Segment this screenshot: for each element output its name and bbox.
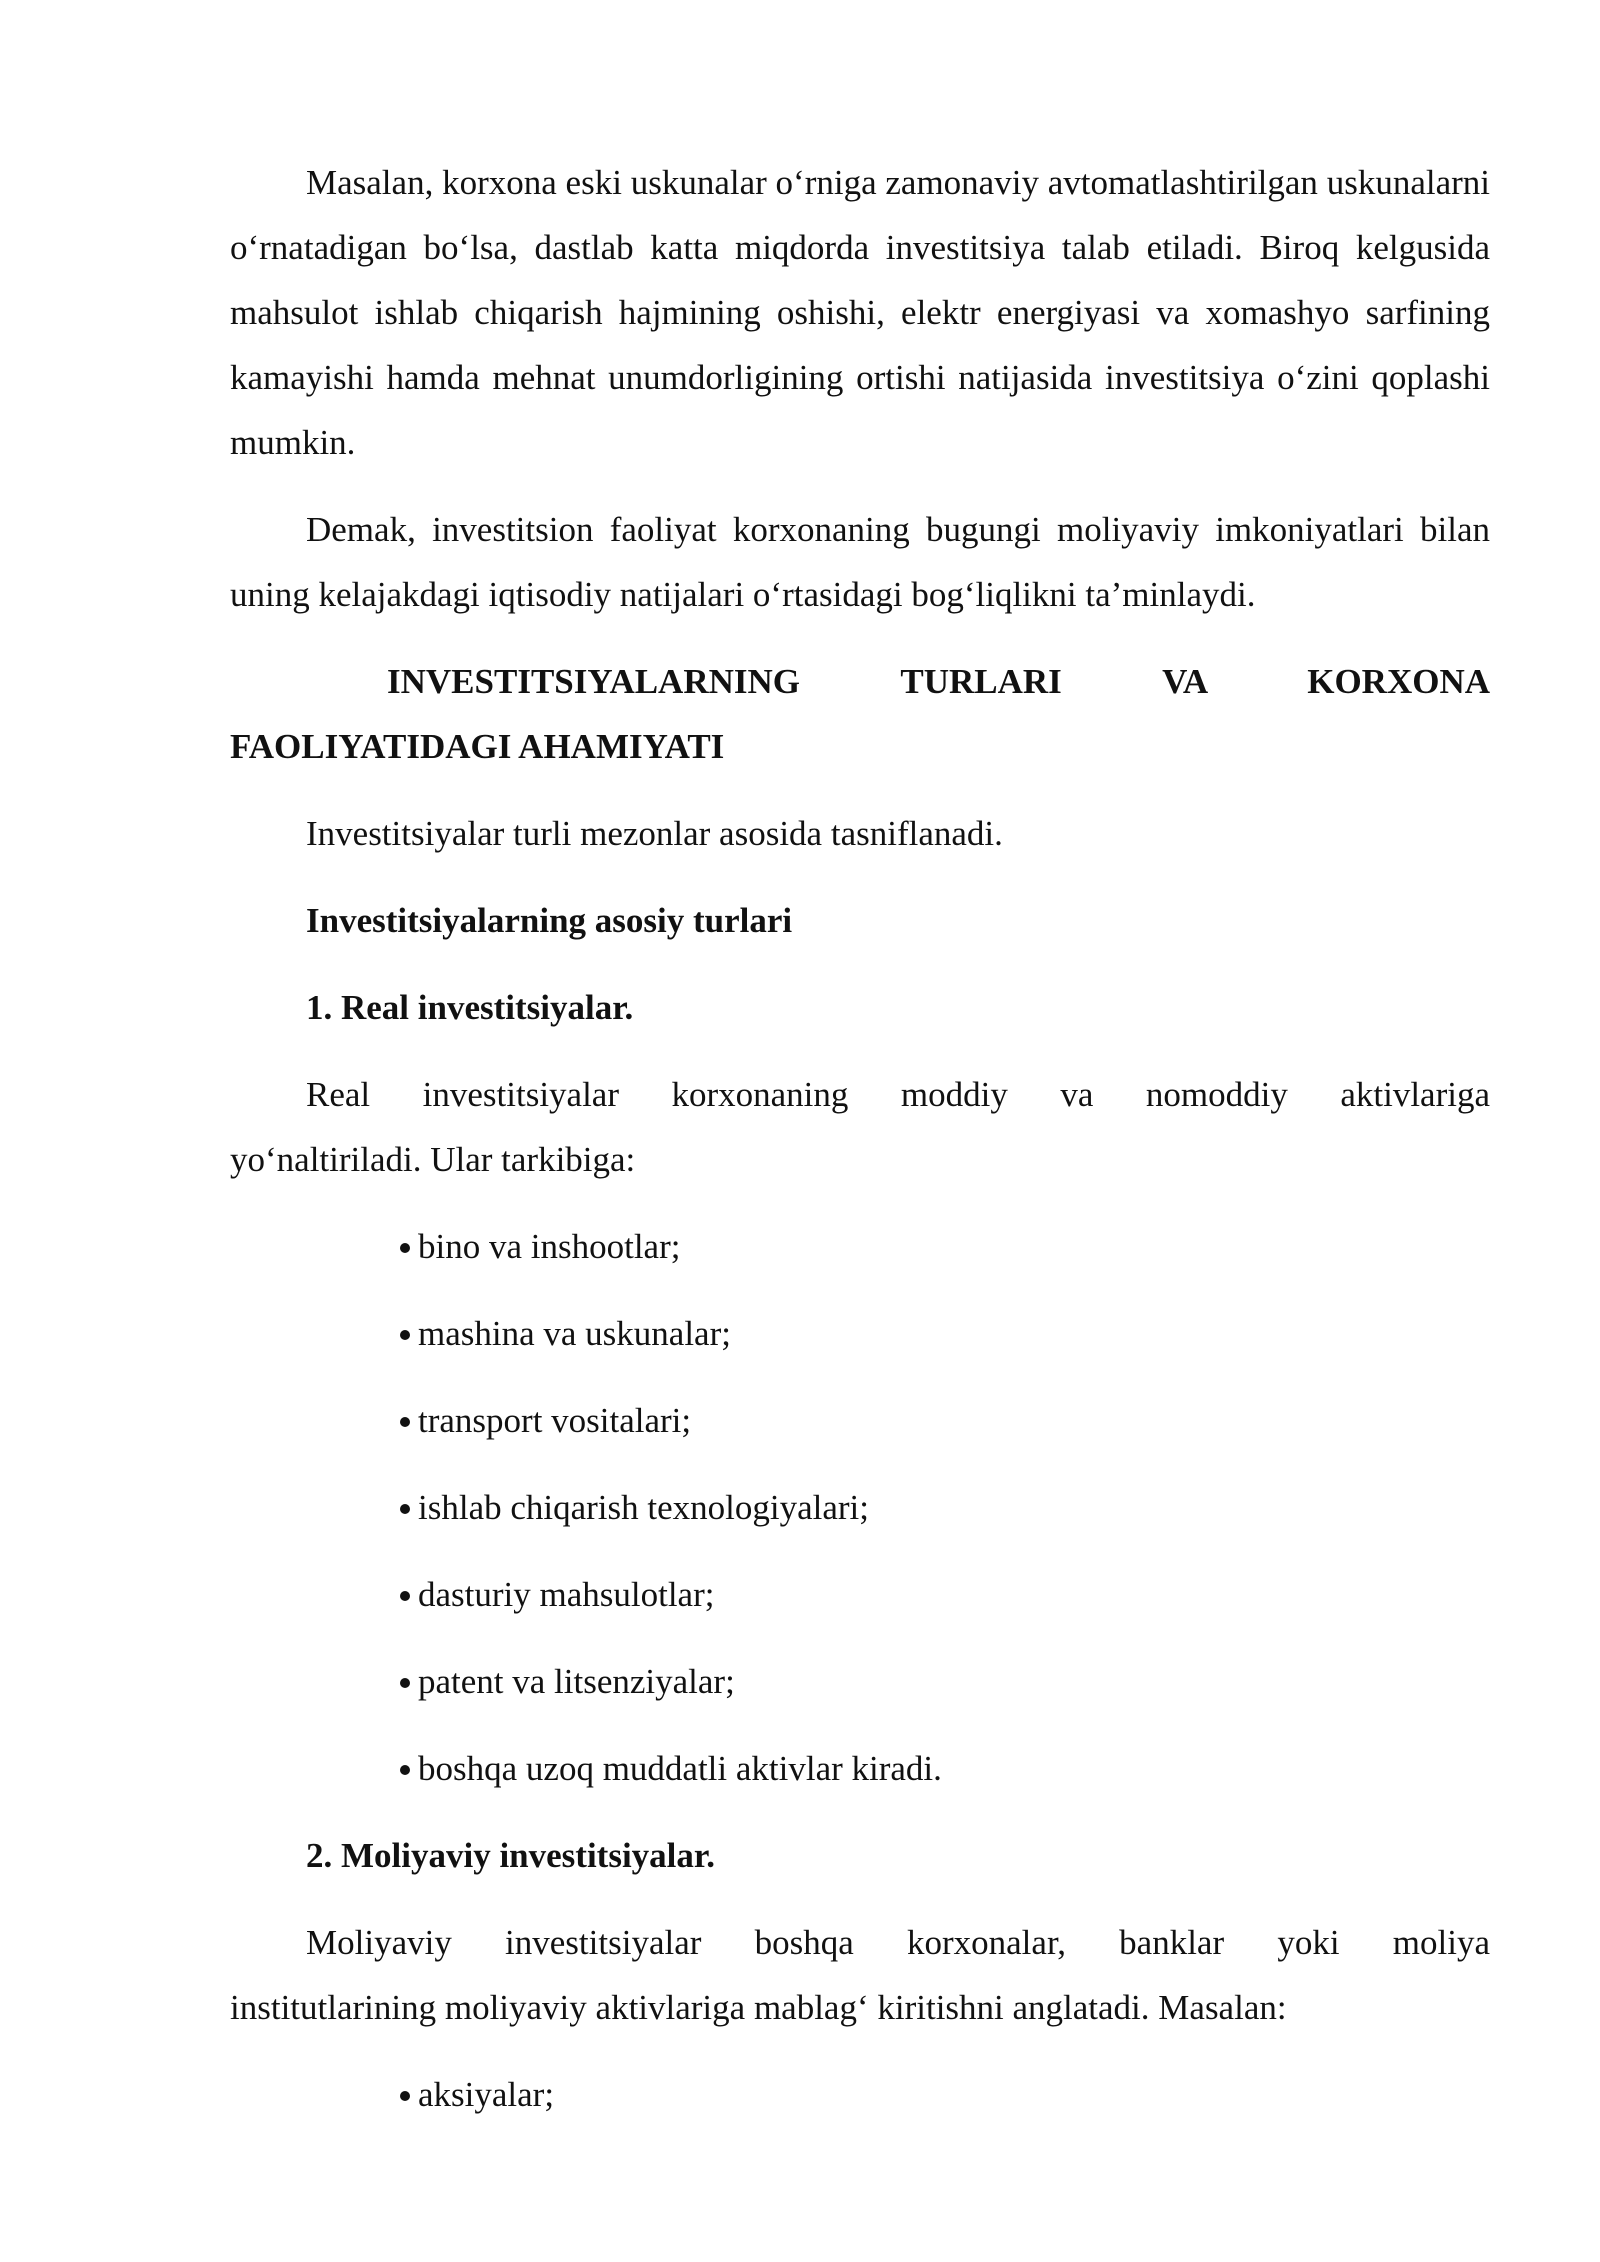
subheading-real-investments: 1. Real investitsiyalar. — [306, 988, 634, 1027]
paragraph-financial-line2: institutlarining moliyaviy aktivlariga mablag‘ kiritishni anglatadi. Masalan: — [230, 1988, 1287, 2027]
paragraph-financial-line1: Moliyaviy investitsiyalar boshqa korxonalar, banklar yoki moliya — [306, 1923, 1490, 1962]
bullet-icon — [400, 1591, 410, 1601]
subheading-financial-investments: 2. Moliyaviy investitsiyalar. — [306, 1836, 715, 1875]
bullet-icon — [400, 1330, 410, 1340]
list-item: boshqa uzoq muddatli aktivlar kiradi. — [400, 1736, 1490, 1801]
paragraph-classification: Investitsiyalar turli mezonlar asosida tasniflanadi. — [306, 814, 1003, 853]
section-heading-line2: FAOLIYATIDAGI AHAMIYATI — [230, 727, 725, 766]
list-item: aksiyalar; — [400, 2062, 1490, 2127]
list-item: transport vositalari; — [400, 1388, 1490, 1453]
bullet-icon — [400, 1243, 410, 1253]
document-page — [230, 150, 1490, 2127]
list-item: ishlab chiqarish texnologiyalari; — [400, 1475, 1490, 1540]
bullet-icon — [400, 1417, 410, 1427]
bullet-icon — [400, 1504, 410, 1514]
bullet-icon — [400, 1678, 410, 1688]
list-item: patent va litsenziyalar; — [400, 1649, 1490, 1714]
paragraph-real-line1: Real investitsiyalar korxonaning moddiy va nomoddiy aktivlariga — [306, 1075, 1490, 1114]
list-item: mashina va uskunalar; — [400, 1301, 1490, 1366]
real-investments-list — [230, 1214, 1490, 1801]
paragraph-financial-investments — [230, 1910, 1490, 2040]
bullet-icon — [400, 2091, 410, 2101]
section-heading-line1: INVESTITSIYALARNING TURLARI VA KORXONA — [387, 662, 1490, 701]
section-heading — [230, 649, 1490, 779]
paragraph-real-line2: yo‘naltiriladi. Ular tarkibiga: — [230, 1140, 636, 1179]
bullet-icon — [400, 1765, 410, 1775]
financial-investments-list — [230, 2062, 1490, 2127]
paragraph-real-investments — [230, 1062, 1490, 1192]
paragraph-example: Masalan, korxona eski uskunalar o‘rniga zamonaviy avtomatlashtirilgan uskunalarni o‘rnatadigan bo‘lsa, dastlab katta miqdorda investitsiya talab etiladi. Biroq kelgusida mahsulot ishlab chiqarish hajmining oshishi, elektr energiyasi va xomashyo sarfining kamayishi hamda mehnat unumdorligining ortishi natijasida investitsiya o‘zini qoplashi mumkin. — [230, 163, 1490, 462]
paragraph-conclusion: Demak, investitsion faoliyat korxonaning bugungi moliyaviy imkoniyatlari bilan uning kelajakdagi iqtisodiy natijalari o‘rtasidagi bog‘liqlikni ta’minlaydi. — [230, 510, 1490, 614]
list-item: dasturiy mahsulotlar; — [400, 1562, 1490, 1627]
subheading-main-types: Investitsiyalarning asosiy turlari — [306, 901, 793, 940]
list-item: bino va inshootlar; — [400, 1214, 1490, 1279]
